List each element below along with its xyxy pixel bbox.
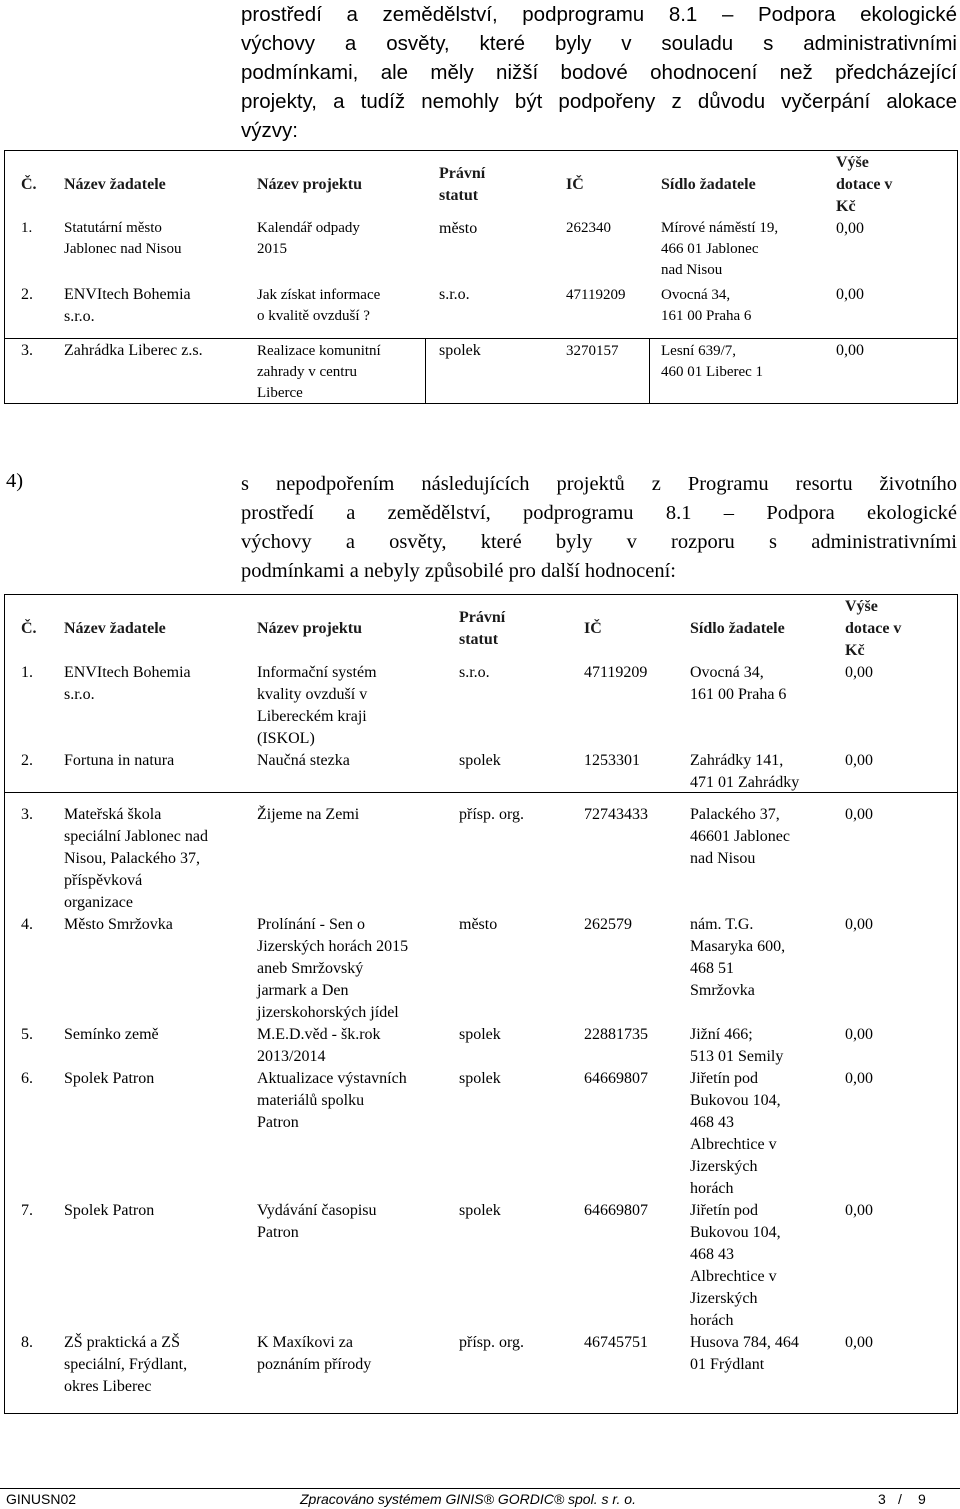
table-cell-project: Naučná stezka: [257, 752, 350, 769]
intro-paragraph: [241, 0, 957, 145]
table-cell-seat: 468 43: [690, 1246, 734, 1263]
table-cell-project: jizerskohorských jídel: [257, 1004, 399, 1021]
table-cell-amount: 0,00: [845, 664, 873, 681]
page-footer: [0, 1488, 960, 1509]
table-cell-project: Patron: [257, 1114, 299, 1131]
table-cell-seat: 466 01 Jablonec: [661, 241, 759, 257]
table-cell-seat: nad Nisou: [690, 850, 756, 867]
table-cell-applicant: Mateřská škola: [64, 806, 162, 823]
table-cell-project: 2015: [257, 241, 287, 257]
table-cell-project: poznáním přírody: [257, 1356, 372, 1373]
section4-paragraph: [241, 470, 957, 586]
table-cell-seat: Jiřetín pod: [690, 1202, 758, 1219]
table-cell-status: spolek: [459, 1026, 501, 1043]
table-cell-seat: nám. T.G.: [690, 916, 754, 933]
table-cell-seat: Bukovou 104,: [690, 1092, 781, 1109]
table-cell-project: Jak získat informace: [257, 287, 381, 303]
footer-generated-by: Zpracováno systémem GINIS® GORDIC® spol. s r. o.: [300, 1491, 636, 1507]
table-cell-id: 64669807: [584, 1070, 648, 1087]
table-cell-seat: Masaryka 600,: [690, 938, 786, 955]
table-cell-seat: Jizerských: [690, 1158, 758, 1175]
table-cell-seat: Ovocná 34,: [690, 664, 764, 681]
table-cell-project: Prolínání - Sen o: [257, 916, 365, 933]
table-cell-seat: Bukovou 104,: [690, 1224, 781, 1241]
table-cell-status: s.r.o.: [439, 286, 470, 303]
table-cell-applicant: s.r.o.: [64, 686, 95, 703]
table-cell-no: 1.: [21, 664, 33, 681]
table-cell-project: Žijeme na Zemi: [257, 806, 360, 823]
paragraph-line: projekty, a tudíž nemohly být podpořeny z důvodu vyčerpání alokace: [241, 90, 957, 113]
table-cell-no: 5.: [21, 1026, 33, 1043]
table-cell-project: K Maxíkovi za: [257, 1334, 353, 1351]
table-cell-applicant: s.r.o.: [64, 308, 95, 325]
table-cell-project: Informační systém: [257, 664, 377, 681]
table-cell-project: Vydávání časopisu: [257, 1202, 377, 1219]
table-cell-seat: 471 01 Zahrádky: [690, 774, 800, 791]
header-legal-status: statut: [439, 187, 479, 204]
table-cell-amount: 0,00: [845, 806, 873, 823]
table-cell-project: Aktualizace výstavních: [257, 1070, 407, 1087]
table-cell-seat: 161 00 Praha 6: [661, 308, 752, 324]
paragraph-line: podmínkami a nebyly způsobilé pro další hodnocení:: [241, 560, 676, 582]
table-cell-amount: 0,00: [845, 1026, 873, 1043]
table-rejected-projects: [4, 594, 958, 1414]
table-cell-seat: Lesní 639/7,: [661, 343, 736, 359]
table-cell-id: 262340: [566, 220, 611, 236]
table-cell-no: 1.: [21, 220, 33, 236]
footer-page-total: 9: [918, 1491, 926, 1507]
table-cell-seat: Ovocná 34,: [661, 287, 731, 303]
table-cell-amount: 0,00: [836, 342, 864, 359]
header-applicant: Název žadatele: [64, 176, 166, 193]
table-cell-applicant: Statutární město: [64, 220, 162, 236]
header-amount: dotace v: [845, 620, 902, 637]
table-cell-project: Patron: [257, 1224, 299, 1241]
table-cell-status: spolek: [459, 1070, 501, 1087]
table-cell-amount: 0,00: [845, 916, 873, 933]
table-cell-amount: 0,00: [845, 1070, 873, 1087]
table-cell-amount: 0,00: [845, 752, 873, 769]
table-cell-seat: horách: [690, 1180, 734, 1197]
table-cell-seat: 01 Frýdlant: [690, 1356, 765, 1373]
table-cell-project: (ISKOL): [257, 730, 315, 747]
header-id: IČ: [584, 620, 602, 637]
paragraph-line: výchovy a osvěty, které byly v rozporu s administrativními: [241, 531, 957, 553]
table-cell-applicant: ZŠ praktická a ZŠ: [64, 1334, 180, 1351]
table-cell-project: materiálů spolku: [257, 1092, 365, 1109]
paragraph-line: prostředí a zemědělství, podprogramu 8.1 – Podpora ekologické: [241, 3, 957, 26]
table-cell-applicant: Město Smržovka: [64, 916, 173, 933]
table-cell-no: 2.: [21, 752, 33, 769]
table-cell-seat: Albrechtice v: [690, 1268, 777, 1285]
table-cell-applicant: Zahrádka Liberec z.s.: [64, 342, 203, 359]
table-cell-status: spolek: [439, 342, 481, 359]
table-cell-id: 1253301: [584, 752, 640, 769]
table-cell-id: 46745751: [584, 1334, 648, 1351]
table-cell-seat: 460 01 Liberec 1: [661, 364, 764, 380]
table-cell-seat: 468 43: [690, 1114, 734, 1131]
table-cell-project: Kalendář odpady: [257, 220, 360, 236]
table-cell-project: o kvalitě ovzduší ?: [257, 308, 370, 324]
footer-doc-code: GINUSN02: [6, 1491, 77, 1507]
table-cell-project: kvality ovzduší v: [257, 686, 368, 703]
footer-page-sep: /: [898, 1491, 902, 1507]
header-seat: Sídlo žadatele: [661, 176, 756, 193]
header-legal-status: Právní: [439, 165, 486, 182]
table-cell-project: 2013/2014: [257, 1048, 326, 1065]
table-cell-id: 64669807: [584, 1202, 648, 1219]
header-amount: Kč: [836, 198, 856, 215]
table-cell-seat: Mírové náměstí 19,: [661, 220, 779, 236]
table-cell-id: 47119209: [566, 287, 626, 303]
footer-page-current: 3: [878, 1491, 886, 1507]
table-cell-applicant: speciální Jablonec nad: [64, 828, 208, 845]
header-no: Č.: [21, 176, 37, 193]
header-amount: Výše: [836, 154, 869, 171]
table-cell-project: Liberce: [257, 385, 303, 401]
table-cell-applicant: Jablonec nad Nisou: [64, 241, 182, 257]
header-amount: Kč: [845, 642, 865, 659]
table-cell-status: spolek: [459, 752, 501, 769]
paragraph-line: prostředí a zemědělství, podprogramu 8.1 – Podpora ekologické: [241, 502, 957, 524]
paragraph-line: podmínkami, ale měly nižší bodové ohodnocení než předcházející: [241, 61, 957, 84]
table-cell-seat: 46601 Jablonec: [690, 828, 790, 845]
table-cell-applicant: Spolek Patron: [64, 1070, 155, 1087]
table-cell-no: 3.: [21, 806, 33, 823]
table-cell-applicant: okres Liberec: [64, 1378, 152, 1395]
header-id: IČ: [566, 176, 584, 193]
header-project: Název projektu: [257, 176, 363, 193]
table-cell-seat: 513 01 Semily: [690, 1048, 784, 1065]
table-cell-project: Jizerských horách 2015: [257, 938, 409, 955]
table-cell-applicant: Semínko země: [64, 1026, 159, 1043]
table-cell-seat: Smržovka: [690, 982, 755, 999]
paragraph-line: výchovy a osvěty, které byly v souladu s administrativními: [241, 32, 957, 55]
table-cell-status: spolek: [459, 1202, 501, 1219]
table-cell-project: aneb Smržovský: [257, 960, 364, 977]
table-cell-status: město: [459, 916, 498, 933]
header-amount: dotace v: [836, 176, 893, 193]
header-amount: Výše: [845, 598, 878, 615]
table-cell-status: město: [439, 220, 478, 237]
table-cell-project: Realizace komunitní: [257, 343, 381, 359]
header-no: Č.: [21, 620, 37, 637]
table-cell-no: 2.: [21, 286, 33, 303]
table-cell-applicant: organizace: [64, 894, 133, 911]
header-seat: Sídlo žadatele: [690, 620, 785, 637]
table-cell-applicant: Fortuna in natura: [64, 752, 175, 769]
table-cell-project: jarmark a Den: [257, 982, 349, 999]
table-cell-amount: 0,00: [836, 220, 864, 237]
table-cell-project: Libereckém kraji: [257, 708, 367, 725]
table-cell-applicant: speciální, Frýdlant,: [64, 1356, 188, 1373]
table-cell-project: M.E.D.věd - šk.rok: [257, 1026, 381, 1043]
table-cell-no: 7.: [21, 1202, 33, 1219]
table-cell-seat: Zahrádky 141,: [690, 752, 784, 769]
header-legal-status: Právní: [459, 609, 506, 626]
paragraph-line: výzvy:: [241, 119, 298, 142]
table-cell-status: s.r.o.: [459, 664, 490, 681]
table-cell-seat: 161 00 Praha 6: [690, 686, 787, 703]
table-cell-seat: nad Nisou: [661, 262, 723, 278]
section-number: 4): [6, 470, 24, 492]
table-cell-status: přísp. org.: [459, 1334, 525, 1351]
paragraph-line: s nepodpořením následujících projektů z Programu resortu životního: [241, 473, 957, 495]
table-cell-seat: 468 51: [690, 960, 734, 977]
table-cell-no: 3.: [21, 342, 33, 359]
table-cell-applicant: ENVItech Bohemia: [64, 664, 191, 681]
table-cell-id: 22881735: [584, 1026, 648, 1043]
header-legal-status: statut: [459, 631, 499, 648]
header-applicant: Název žadatele: [64, 620, 166, 637]
table-cell-seat: Jiřetín pod: [690, 1070, 758, 1087]
footer-rule: [0, 1488, 960, 1489]
table-cell-applicant: Nisou, Palackého 37,: [64, 850, 200, 867]
table-cell-seat: horách: [690, 1312, 734, 1329]
table-cell-id: 72743433: [584, 806, 648, 823]
header-project: Název projektu: [257, 620, 363, 637]
table-cell-id: 262579: [584, 916, 632, 933]
table-cell-amount: 0,00: [845, 1334, 873, 1351]
table-cell-amount: 0,00: [845, 1202, 873, 1219]
table-cell-seat: Jizerských: [690, 1290, 758, 1307]
table-cell-project: zahrady v centru: [257, 364, 357, 380]
table-cell-status: přísp. org.: [459, 806, 525, 823]
table-cell-no: 4.: [21, 916, 33, 933]
table-cell-id: 47119209: [584, 664, 648, 681]
table-cell-seat: Husova 784, 464: [690, 1334, 799, 1351]
table-cell-amount: 0,00: [836, 286, 864, 303]
table-cell-no: 8.: [21, 1334, 33, 1351]
table-cell-applicant: příspěvková: [64, 872, 143, 889]
table-cell-id: 3270157: [566, 343, 619, 359]
table-cell-seat: Jižní 466;: [690, 1026, 753, 1043]
table-cell-no: 6.: [21, 1070, 33, 1087]
table-cell-applicant: Spolek Patron: [64, 1202, 155, 1219]
table-cell-seat: Albrechtice v: [690, 1136, 777, 1153]
table-cell-seat: Palackého 37,: [690, 806, 780, 823]
table-cell-applicant: ENVItech Bohemia: [64, 286, 191, 303]
